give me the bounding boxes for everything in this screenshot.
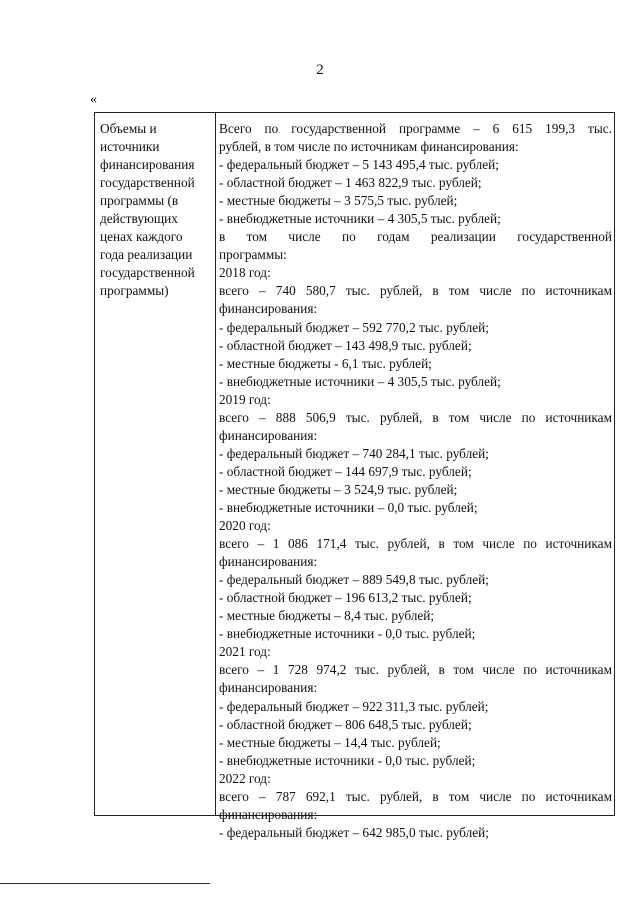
funding-line: - федеральный бюджет – 740 284,1 тыс. рублей; xyxy=(219,445,489,461)
funding-details-cell xyxy=(219,120,612,842)
funding-line: - местные бюджеты – 8,4 тыс. рублей; xyxy=(219,608,435,624)
funding-table xyxy=(94,112,615,840)
row-label-line: программы (в xyxy=(100,193,179,208)
funding-line: финансирования: xyxy=(219,680,318,696)
funding-line: 2022 год: xyxy=(219,770,271,786)
funding-line: 2019 год: xyxy=(219,391,271,407)
funding-line: - внебюджетные источники – 4 305,5 тыс. рублей; xyxy=(219,373,501,389)
funding-line: - внебюджетные источники - 0,0 тыс. рублей; xyxy=(219,752,476,768)
funding-line: всего – 740 580,7 тыс. рублей, в том числе по источникам xyxy=(219,283,612,299)
funding-line: рублей, в том числе по источникам финансирования: xyxy=(219,139,519,155)
funding-line: - федеральный бюджет – 5 143 495,4 тыс. рублей; xyxy=(219,157,499,173)
funding-line: - областной бюджет – 143 498,9 тыс. рублей; xyxy=(219,337,472,353)
funding-line: - областной бюджет – 144 697,9 тыс. рублей; xyxy=(219,463,472,479)
funding-line: всего – 1 728 974,2 тыс. рублей, в том числе по источникам xyxy=(219,662,612,678)
row-label-cell xyxy=(100,120,212,300)
row-label-line: источники xyxy=(100,139,160,154)
funding-line: программы: xyxy=(219,247,287,263)
funding-line: всего – 1 086 171,4 тыс. рублей, в том числе по источникам xyxy=(219,536,612,552)
funding-line: 2018 год: xyxy=(219,265,271,281)
funding-line: Всего по государственной программе – 6 615 199,3 тыс. xyxy=(219,121,612,136)
funding-line: - областной бюджет – 1 463 822,9 тыс. рублей; xyxy=(219,175,482,191)
funding-line: всего – 787 692,1 тыс. рублей, в том числе по источникам xyxy=(219,788,612,804)
funding-line: - федеральный бюджет – 922 311,3 тыс. рублей; xyxy=(219,698,489,714)
funding-line: - местные бюджеты – 3 524,9 тыс. рублей; xyxy=(219,481,458,497)
funding-line: всего – 888 506,9 тыс. рублей, в том числе по источникам xyxy=(219,409,612,425)
row-label-line: государственной xyxy=(100,175,195,190)
funding-line: - местные бюджеты – 14,4 тыс. рублей; xyxy=(219,734,441,750)
funding-line: 2020 год: xyxy=(219,518,271,534)
column-divider xyxy=(215,113,216,815)
footer-rule xyxy=(0,883,210,884)
row-label-line: действующих xyxy=(100,211,178,226)
funding-line: - местные бюджеты - 6,1 тыс. рублей; xyxy=(219,355,432,371)
row-label-line: финансирования xyxy=(100,157,195,172)
funding-line: - областной бюджет – 196 613,2 тыс. рублей; xyxy=(219,590,472,606)
funding-line: в том числе по годам реализации государственной xyxy=(219,229,612,245)
row-label-line: Объемы и xyxy=(100,121,157,136)
page-number: 2 xyxy=(316,62,324,78)
funding-line: - внебюджетные источники - 0,0 тыс. рублей; xyxy=(219,626,476,642)
funding-line: - федеральный бюджет – 889 549,8 тыс. рублей; xyxy=(219,572,489,588)
funding-line: - внебюджетные источники – 0,0 тыс. рублей; xyxy=(219,499,478,515)
funding-line: - областной бюджет – 806 648,5 тыс. рублей; xyxy=(219,716,472,732)
funding-line: - внебюджетные источники – 4 305,5 тыс. рублей; xyxy=(219,211,501,227)
row-label-line: программы) xyxy=(100,283,169,298)
row-label-line: года реализации xyxy=(100,247,193,262)
funding-line: - местные бюджеты – 3 575,5 тыс. рублей; xyxy=(219,193,458,209)
funding-line: - федеральный бюджет – 592 770,2 тыс. рублей; xyxy=(219,319,489,335)
funding-line: - федеральный бюджет – 642 985,0 тыс. рублей; xyxy=(219,824,489,840)
funding-line: финансирования: xyxy=(219,301,318,317)
row-label-line: ценах каждого xyxy=(100,229,183,244)
row-label-line: государственной xyxy=(100,265,195,280)
funding-line: финансирования: xyxy=(219,427,318,443)
funding-line: финансирования: xyxy=(219,806,318,822)
funding-line: финансирования: xyxy=(219,554,318,570)
funding-line: 2021 год: xyxy=(219,644,271,660)
opening-quote-mark: « xyxy=(90,92,97,107)
